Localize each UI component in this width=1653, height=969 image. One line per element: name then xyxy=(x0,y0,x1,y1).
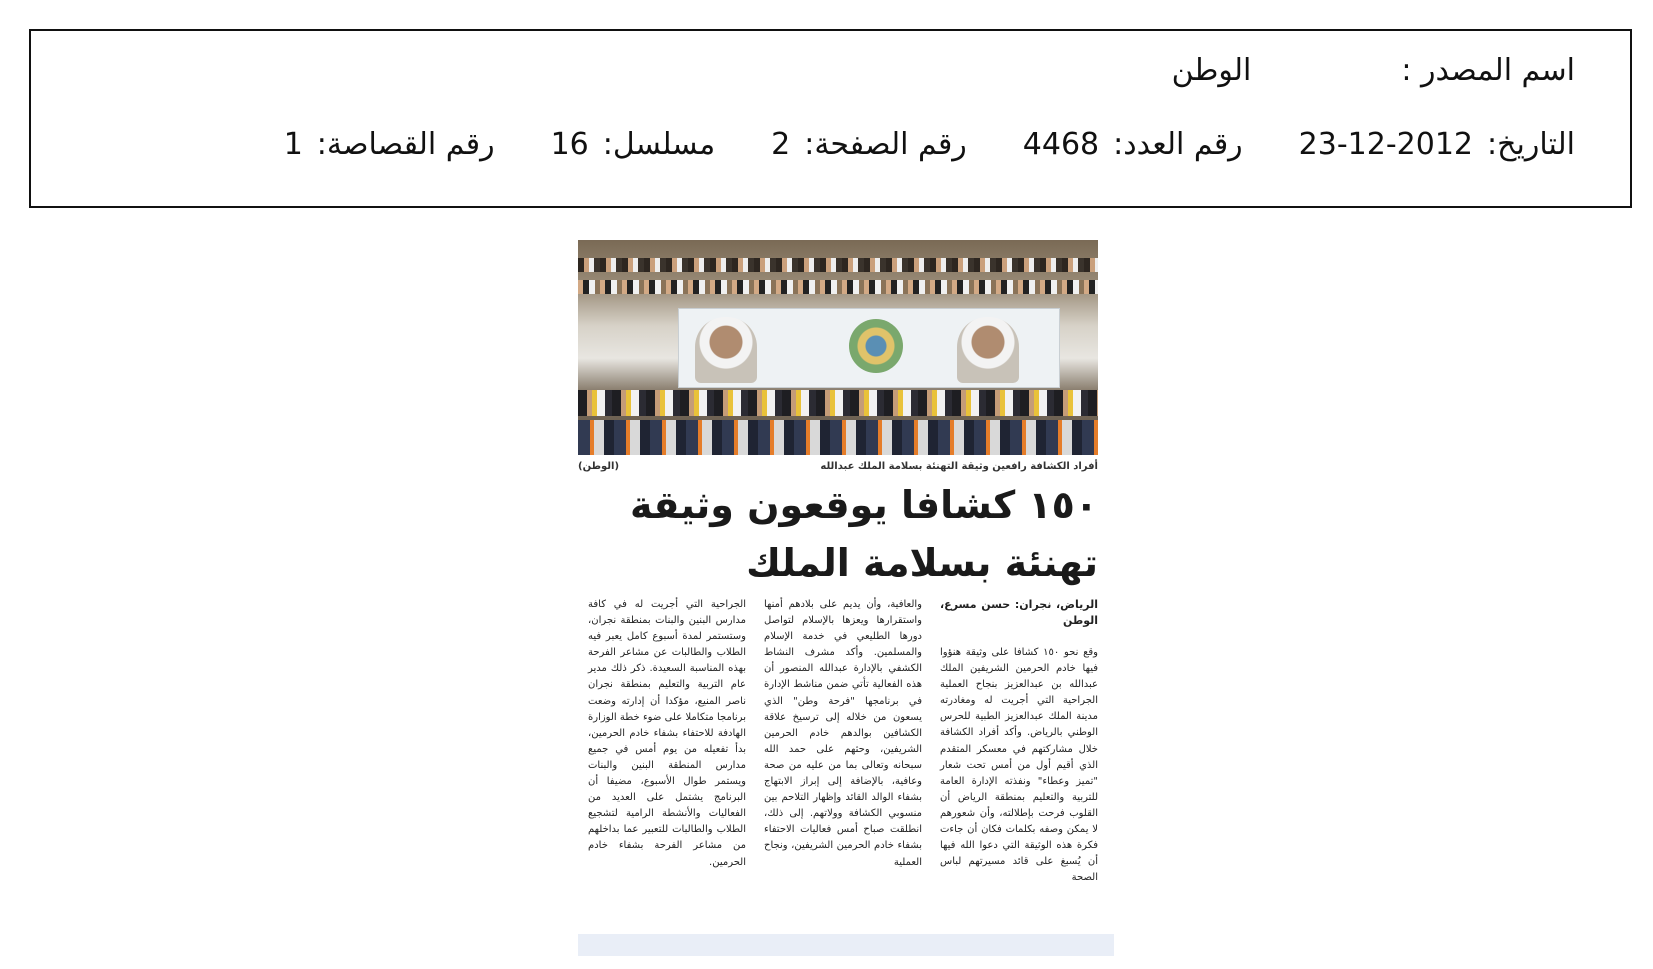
clip-label: رقم القصاصة: xyxy=(316,127,495,162)
page-label: رقم الصفحة: xyxy=(804,127,967,162)
article-headline xyxy=(578,476,1098,592)
page-value: 2 xyxy=(771,127,791,162)
source-value: الوطن xyxy=(1171,53,1252,88)
clip-value: 1 xyxy=(283,127,303,162)
bottom-strip xyxy=(578,934,1114,956)
headline-line-2: تهنئة بسلامة الملك xyxy=(746,541,1098,585)
source-row xyxy=(1172,53,1575,88)
congratulation-banner xyxy=(678,308,1060,388)
serial-value: 16 xyxy=(550,127,589,162)
article-column-1 xyxy=(940,597,1098,886)
issue-value: 4468 xyxy=(1022,127,1100,162)
article-photo xyxy=(578,240,1098,455)
king-portrait-right xyxy=(957,317,1019,383)
column-1-text: وقع نحو ١٥٠ كشافا على وثيقة هنؤوا فيها خادم الحرمين الشريفين الملك عبدالله بن عبدالعزيز بنجاح العملية الجراحية التي أجريت له ومغادرته مدينة الملك عبدالعزيز الطبية للحرس الوطني بالرياض. وأكد أفراد الكشافة خلال مشاركتهم في معسكر المتقدم الذي أقيم أول من أمس تحت شعار "تميز وعطاء" ونفذته الإدارة العامة للتربية والتعليم بمنطقة الرياض أن القلوب فرحت بإطلالته، وأن شعورهم لا يمكن وصفه بكلمات فكان أن جاءت فكرة هذه الوثيقة التي دعوا الله فيها أن يُسبغ على قائد مسيرتهم لباس الصحة xyxy=(940,647,1099,884)
scout-logo xyxy=(849,319,903,373)
column-2-text: والعافية، وأن يديم على بلادهم أمنها واستقرارها ويعزها بالإسلام لتواصل دورها الطليعي في خدمة الإسلام والمسلمين. وأكد مشرف النشاط الكشفي بالإدارة عبدالله المنصور أن هذه الفعالية تأتي ضمن مناشط الإدارة في برنامجها "فرحة وطن" الذي يسعون من خلاله إلى ترسيخ علاقة الكشافين بوالدهم خادم الحرمين الشريفين، وحثهم على حمد الله سبحانه وتعالى بما من عليه من صحة وعافية، بالإضافة إلى إبراز الابتهاج بشفاء الوالد القائد وإظهار التلاحم بين منسوبي الكشافة وولاتهم. إلى ذلك، انطلقت صباح أمس فعاليات الاحتفاء بشفاء خادم الحرمين الشريفين، ونجاح العملية xyxy=(764,599,922,868)
column-3-text: الجراحية التي أجريت له في كافة مدارس البنين والبنات بمنطقة نجران، وستستمر لمدة أسبوع كامل يعبر فيه الطلاب والطالبات عن مشاعر الفرحة بهذه المناسبة السعيدة. ذكر ذلك مدير عام التربية والتعليم بمنطقة نجران ناصر المنيع، مؤكدا أن إدارته وضعت برنامجا متكاملا على ضوء خطة الوزارة الهادفة للاحتفاء بشفاء خادم الحرمين، بدأ تفعيله من يوم أمس في جميع مدارس المنطقة البنين والبنات ويستمر طوال الأسبوع، مضيفا أن البرنامج يشتمل على العديد من الفعاليات والأنشطة الرامية لتشجيع الطلاب والطالبات للتعبير عما بداخلهم من مشاعر الفرحة بشفاء خادم الحرمين. xyxy=(588,599,746,868)
source-label: اسم المصدر : xyxy=(1401,53,1575,88)
date-label: التاريخ: xyxy=(1487,127,1575,162)
article-byline: الرياض، نجران: حسن مسرع، الوطن xyxy=(940,598,1098,627)
serial-label: مسلسل: xyxy=(602,127,716,162)
newspaper-clipping xyxy=(578,240,1098,920)
photo-credit: (الوطن) xyxy=(578,461,620,472)
photo-caption-text: أفراد الكشافة رافعين وثيقة التهنئة بسلامة الملك عبدالله xyxy=(820,461,1098,472)
details-row xyxy=(284,127,1575,162)
headline-line-1: ١٥٠ كشافا يوقعون وثيقة xyxy=(630,483,1098,527)
king-portrait-left xyxy=(695,317,757,383)
issue-label: رقم العدد: xyxy=(1113,127,1243,162)
article-column-3 xyxy=(588,597,746,871)
article-column-2 xyxy=(764,597,922,871)
source-info-box xyxy=(29,29,1632,208)
date-value: 23-12-2012 xyxy=(1298,127,1474,162)
